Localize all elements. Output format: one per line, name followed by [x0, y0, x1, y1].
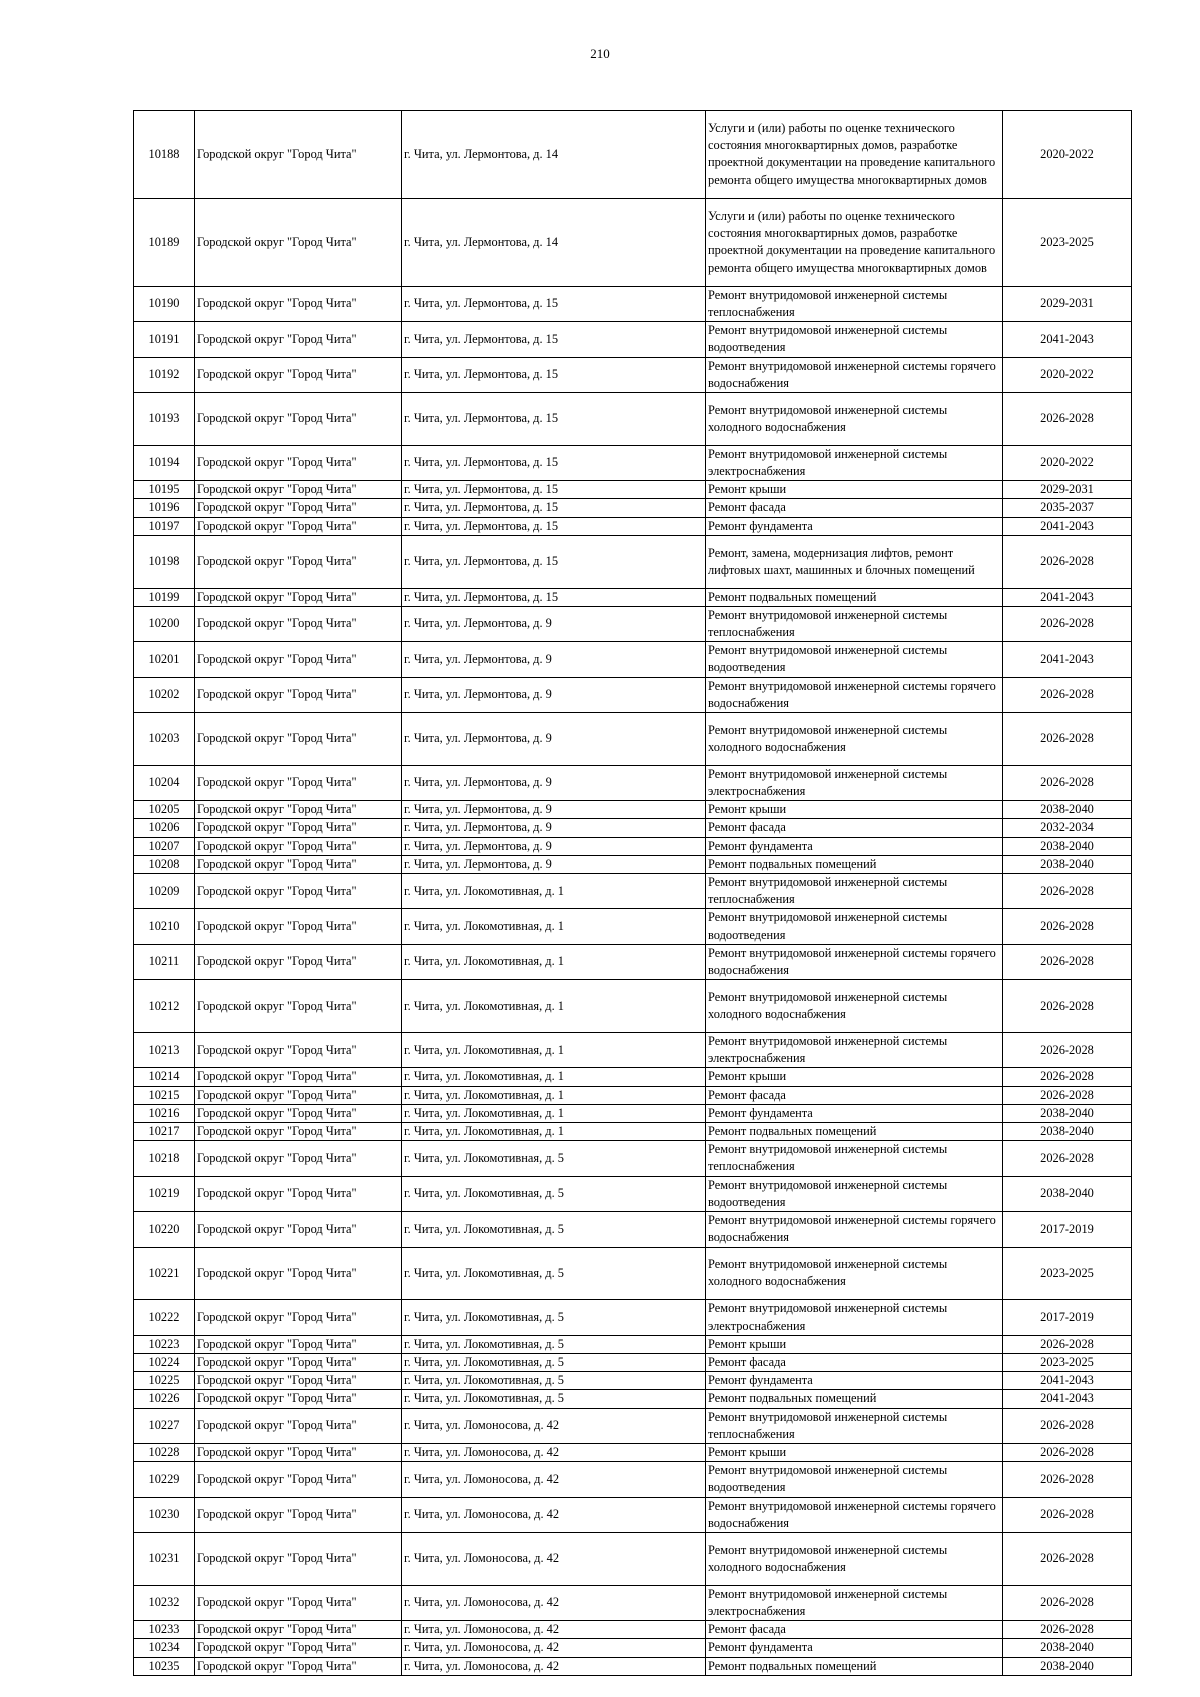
- table-row: [134, 1408, 1132, 1443]
- cell-number: 10231: [134, 1532, 195, 1585]
- cell-work-type: Ремонт внутридомовой инженерной системы горячего водоснабжения: [706, 357, 1003, 392]
- cell-address: г. Чита, ул. Локомотивная, д. 5: [402, 1176, 706, 1211]
- cell-number: 10198: [134, 535, 195, 588]
- cell-number: 10228: [134, 1443, 195, 1461]
- cell-work-type: Ремонт подвальных помещений: [706, 855, 1003, 873]
- table-row: [134, 909, 1132, 944]
- cell-work-type: Ремонт крыши: [706, 1335, 1003, 1353]
- table-row: [134, 535, 1132, 588]
- cell-number: 10197: [134, 517, 195, 535]
- cell-address: г. Чита, ул. Ломоносова, д. 42: [402, 1497, 706, 1532]
- cell-period: 2026-2028: [1003, 980, 1132, 1033]
- cell-municipality: Городской округ "Город Чита": [195, 1657, 402, 1675]
- cell-number: 10206: [134, 819, 195, 837]
- table-row: [134, 1657, 1132, 1675]
- cell-number: 10204: [134, 765, 195, 800]
- cell-work-type: Ремонт крыши: [706, 1443, 1003, 1461]
- table-row: [134, 855, 1132, 873]
- cell-period: 2026-2028: [1003, 765, 1132, 800]
- cell-work-type: Ремонт внутридомовой инженерной системы электроснабжения: [706, 1033, 1003, 1068]
- cell-address: г. Чита, ул. Лермонтова, д. 15: [402, 322, 706, 357]
- cell-address: г. Чита, ул. Лермонтова, д. 15: [402, 517, 706, 535]
- table-row: [134, 588, 1132, 606]
- table-row: [134, 198, 1132, 286]
- cell-work-type: Ремонт фундамента: [706, 837, 1003, 855]
- cell-address: г. Чита, ул. Локомотивная, д. 5: [402, 1212, 706, 1247]
- cell-number: 10222: [134, 1300, 195, 1335]
- cell-municipality: Городской округ "Город Чита": [195, 855, 402, 873]
- table-row: [134, 1621, 1132, 1639]
- cell-municipality: Городской округ "Город Чита": [195, 1212, 402, 1247]
- cell-address: г. Чита, ул. Лермонтова, д. 9: [402, 801, 706, 819]
- cell-municipality: Городской округ "Город Чита": [195, 499, 402, 517]
- cell-work-type: Ремонт подвальных помещений: [706, 1657, 1003, 1675]
- cell-number: 10233: [134, 1621, 195, 1639]
- cell-address: г. Чита, ул. Локомотивная, д. 5: [402, 1141, 706, 1176]
- cell-number: 10214: [134, 1068, 195, 1086]
- cell-address: г. Чита, ул. Локомотивная, д. 1: [402, 909, 706, 944]
- cell-number: 10216: [134, 1104, 195, 1122]
- cell-municipality: Городской округ "Город Чита": [195, 909, 402, 944]
- cell-work-type: Ремонт фасада: [706, 1353, 1003, 1371]
- cell-municipality: Городской округ "Город Чита": [195, 286, 402, 321]
- cell-municipality: Городской округ "Город Чита": [195, 357, 402, 392]
- cell-address: г. Чита, ул. Лермонтова, д. 15: [402, 286, 706, 321]
- table-row: [134, 801, 1132, 819]
- cell-period: 2026-2028: [1003, 677, 1132, 712]
- cell-municipality: Городской округ "Город Чита": [195, 1532, 402, 1585]
- cell-work-type: Ремонт внутридомовой инженерной системы холодного водоснабжения: [706, 980, 1003, 1033]
- cell-number: 10227: [134, 1408, 195, 1443]
- cell-number: 10223: [134, 1335, 195, 1353]
- cell-period: 2038-2040: [1003, 1104, 1132, 1122]
- cell-number: 10196: [134, 499, 195, 517]
- cell-municipality: Городской округ "Город Чита": [195, 1123, 402, 1141]
- cell-work-type: Ремонт внутридомовой инженерной системы теплоснабжения: [706, 1141, 1003, 1176]
- cell-work-type: Ремонт подвальных помещений: [706, 1390, 1003, 1408]
- cell-period: 2023-2025: [1003, 198, 1132, 286]
- cell-number: 10201: [134, 642, 195, 677]
- table-row: [134, 393, 1132, 446]
- cell-number: 10215: [134, 1086, 195, 1104]
- cell-period: 2026-2028: [1003, 944, 1132, 979]
- cell-period: 2023-2025: [1003, 1247, 1132, 1300]
- cell-number: 10193: [134, 393, 195, 446]
- table-row: [134, 1104, 1132, 1122]
- cell-work-type: Услуги и (или) работы по оценке технического состояния многоквартирных домов, разработке проектной документации на проведение капитального ремонта общего имущества многоквартирных домов: [706, 111, 1003, 199]
- cell-number: 10195: [134, 481, 195, 499]
- cell-municipality: Городской округ "Город Чита": [195, 944, 402, 979]
- cell-municipality: Городской округ "Город Чита": [195, 1585, 402, 1620]
- table-row: [134, 713, 1132, 766]
- cell-municipality: Городской округ "Город Чита": [195, 1086, 402, 1104]
- cell-address: г. Чита, ул. Лермонтова, д. 9: [402, 606, 706, 641]
- cell-number: 10234: [134, 1639, 195, 1657]
- cell-address: г. Чита, ул. Локомотивная, д. 5: [402, 1247, 706, 1300]
- cell-period: 2017-2019: [1003, 1212, 1132, 1247]
- cell-municipality: Городской округ "Город Чита": [195, 1443, 402, 1461]
- cell-period: 2020-2022: [1003, 111, 1132, 199]
- cell-municipality: Городской округ "Город Чита": [195, 837, 402, 855]
- cell-work-type: Ремонт внутридомовой инженерной системы теплоснабжения: [706, 286, 1003, 321]
- cell-number: 10217: [134, 1123, 195, 1141]
- cell-municipality: Городской округ "Город Чита": [195, 677, 402, 712]
- cell-municipality: Городской округ "Город Чита": [195, 535, 402, 588]
- table-row: [134, 286, 1132, 321]
- cell-number: 10225: [134, 1372, 195, 1390]
- table-row: [134, 874, 1132, 909]
- cell-period: 2026-2028: [1003, 1086, 1132, 1104]
- cell-work-type: Ремонт внутридомовой инженерной системы горячего водоснабжения: [706, 1212, 1003, 1247]
- cell-municipality: Городской округ "Город Чита": [195, 588, 402, 606]
- cell-address: г. Чита, ул. Ломоносова, д. 42: [402, 1621, 706, 1639]
- cell-work-type: Ремонт внутридомовой инженерной системы водоотведения: [706, 909, 1003, 944]
- cell-municipality: Городской округ "Город Чита": [195, 713, 402, 766]
- cell-address: г. Чита, ул. Лермонтова, д. 15: [402, 588, 706, 606]
- cell-period: 2026-2028: [1003, 1335, 1132, 1353]
- cell-period: 2041-2043: [1003, 1372, 1132, 1390]
- cell-period: 2026-2028: [1003, 1408, 1132, 1443]
- cell-number: 10203: [134, 713, 195, 766]
- cell-address: г. Чита, ул. Лермонтова, д. 15: [402, 445, 706, 480]
- cell-address: г. Чита, ул. Ломоносова, д. 42: [402, 1443, 706, 1461]
- cell-number: 10208: [134, 855, 195, 873]
- cell-work-type: Ремонт внутридомовой инженерной системы холодного водоснабжения: [706, 713, 1003, 766]
- cell-period: 2026-2028: [1003, 393, 1132, 446]
- cell-work-type: Ремонт внутридомовой инженерной системы электроснабжения: [706, 765, 1003, 800]
- repair-schedule-table: [133, 110, 1132, 1676]
- table-row: [134, 1585, 1132, 1620]
- cell-municipality: Городской округ "Город Чита": [195, 198, 402, 286]
- cell-work-type: Ремонт подвальных помещений: [706, 588, 1003, 606]
- cell-address: г. Чита, ул. Ломоносова, д. 42: [402, 1462, 706, 1497]
- cell-number: 10200: [134, 606, 195, 641]
- cell-municipality: Городской округ "Город Чита": [195, 1033, 402, 1068]
- cell-address: г. Чита, ул. Лермонтова, д. 9: [402, 677, 706, 712]
- cell-work-type: Ремонт внутридомовой инженерной системы горячего водоснабжения: [706, 677, 1003, 712]
- cell-work-type: Ремонт фасада: [706, 819, 1003, 837]
- cell-municipality: Городской округ "Город Чита": [195, 1462, 402, 1497]
- table-row: [134, 1068, 1132, 1086]
- cell-period: 2017-2019: [1003, 1300, 1132, 1335]
- cell-work-type: Ремонт внутридомовой инженерной системы электроснабжения: [706, 1300, 1003, 1335]
- cell-municipality: Городской округ "Город Чита": [195, 765, 402, 800]
- cell-period: 2041-2043: [1003, 517, 1132, 535]
- cell-municipality: Городской округ "Город Чита": [195, 481, 402, 499]
- cell-address: г. Чита, ул. Локомотивная, д. 5: [402, 1353, 706, 1371]
- cell-municipality: Городской округ "Город Чита": [195, 606, 402, 641]
- cell-address: г. Чита, ул. Ломоносова, д. 42: [402, 1532, 706, 1585]
- cell-address: г. Чита, ул. Локомотивная, д. 1: [402, 1068, 706, 1086]
- cell-address: г. Чита, ул. Лермонтова, д. 9: [402, 765, 706, 800]
- cell-period: 2026-2028: [1003, 1585, 1132, 1620]
- cell-address: г. Чита, ул. Лермонтова, д. 15: [402, 357, 706, 392]
- cell-municipality: Городской округ "Город Чита": [195, 1621, 402, 1639]
- cell-address: г. Чита, ул. Лермонтова, д. 9: [402, 837, 706, 855]
- cell-work-type: Ремонт фасада: [706, 1086, 1003, 1104]
- cell-municipality: Городской округ "Город Чита": [195, 1353, 402, 1371]
- cell-work-type: Ремонт фасада: [706, 1621, 1003, 1639]
- cell-number: 10191: [134, 322, 195, 357]
- cell-number: 10194: [134, 445, 195, 480]
- cell-municipality: Городской округ "Город Чита": [195, 1639, 402, 1657]
- cell-number: 10230: [134, 1497, 195, 1532]
- cell-number: 10205: [134, 801, 195, 819]
- cell-address: г. Чита, ул. Лермонтова, д. 9: [402, 819, 706, 837]
- cell-period: 2026-2028: [1003, 535, 1132, 588]
- repair-schedule-body: [134, 111, 1132, 1676]
- table-row: [134, 1335, 1132, 1353]
- cell-address: г. Чита, ул. Локомотивная, д. 1: [402, 1033, 706, 1068]
- cell-period: 2038-2040: [1003, 801, 1132, 819]
- cell-period: 2026-2028: [1003, 1443, 1132, 1461]
- table-row: [134, 1123, 1132, 1141]
- cell-address: г. Чита, ул. Ломоносова, д. 42: [402, 1657, 706, 1675]
- cell-address: г. Чита, ул. Ломоносова, д. 42: [402, 1585, 706, 1620]
- cell-municipality: Городской округ "Город Чита": [195, 1247, 402, 1300]
- table-row: [134, 1462, 1132, 1497]
- cell-work-type: Ремонт фундамента: [706, 517, 1003, 535]
- cell-number: 10188: [134, 111, 195, 199]
- cell-number: 10212: [134, 980, 195, 1033]
- cell-number: 10232: [134, 1585, 195, 1620]
- cell-period: 2026-2028: [1003, 874, 1132, 909]
- table-row: [134, 642, 1132, 677]
- table-row: [134, 1033, 1132, 1068]
- cell-period: 2038-2040: [1003, 855, 1132, 873]
- cell-municipality: Городской округ "Город Чита": [195, 111, 402, 199]
- cell-number: 10211: [134, 944, 195, 979]
- cell-address: г. Чита, ул. Локомотивная, д. 5: [402, 1372, 706, 1390]
- cell-work-type: Ремонт фундамента: [706, 1372, 1003, 1390]
- cell-work-type: Ремонт внутридомовой инженерной системы горячего водоснабжения: [706, 1497, 1003, 1532]
- cell-period: 2026-2028: [1003, 713, 1132, 766]
- table-row: [134, 1176, 1132, 1211]
- cell-address: г. Чита, ул. Локомотивная, д. 1: [402, 980, 706, 1033]
- cell-address: г. Чита, ул. Ломоносова, д. 42: [402, 1639, 706, 1657]
- cell-work-type: Ремонт фасада: [706, 499, 1003, 517]
- cell-number: 10190: [134, 286, 195, 321]
- cell-address: г. Чита, ул. Локомотивная, д. 5: [402, 1390, 706, 1408]
- cell-address: г. Чита, ул. Лермонтова, д. 14: [402, 111, 706, 199]
- cell-municipality: Городской округ "Город Чита": [195, 1390, 402, 1408]
- cell-period: 2038-2040: [1003, 1176, 1132, 1211]
- cell-municipality: Городской округ "Город Чита": [195, 1176, 402, 1211]
- cell-period: 2026-2028: [1003, 1141, 1132, 1176]
- cell-municipality: Городской округ "Город Чита": [195, 322, 402, 357]
- cell-period: 2026-2028: [1003, 1497, 1132, 1532]
- cell-number: 10207: [134, 837, 195, 855]
- cell-municipality: Городской округ "Город Чита": [195, 801, 402, 819]
- cell-number: 10226: [134, 1390, 195, 1408]
- table-row: [134, 1086, 1132, 1104]
- cell-work-type: Ремонт фундамента: [706, 1639, 1003, 1657]
- table-row: [134, 499, 1132, 517]
- cell-address: г. Чита, ул. Лермонтова, д. 9: [402, 713, 706, 766]
- cell-address: г. Чита, ул. Лермонтова, д. 15: [402, 393, 706, 446]
- cell-municipality: Городской округ "Город Чита": [195, 1372, 402, 1390]
- cell-period: 2041-2043: [1003, 588, 1132, 606]
- table-row: [134, 1247, 1132, 1300]
- cell-work-type: Ремонт крыши: [706, 481, 1003, 499]
- table-row: [134, 837, 1132, 855]
- cell-address: г. Чита, ул. Лермонтова, д. 15: [402, 535, 706, 588]
- cell-municipality: Городской округ "Город Чита": [195, 517, 402, 535]
- cell-period: 2041-2043: [1003, 1390, 1132, 1408]
- cell-work-type: Ремонт фундамента: [706, 1104, 1003, 1122]
- cell-work-type: Ремонт внутридомовой инженерной системы теплоснабжения: [706, 874, 1003, 909]
- cell-address: г. Чита, ул. Лермонтова, д. 9: [402, 642, 706, 677]
- table-row: [134, 944, 1132, 979]
- table-row: [134, 1390, 1132, 1408]
- table-row: [134, 1353, 1132, 1371]
- cell-period: 2041-2043: [1003, 642, 1132, 677]
- cell-work-type: Ремонт внутридомовой инженерной системы водоотведения: [706, 1176, 1003, 1211]
- cell-number: 10224: [134, 1353, 195, 1371]
- cell-period: 2026-2028: [1003, 1068, 1132, 1086]
- table-row: [134, 1497, 1132, 1532]
- table-row: [134, 517, 1132, 535]
- table-row: [134, 1141, 1132, 1176]
- table-row: [134, 765, 1132, 800]
- cell-municipality: Городской округ "Город Чита": [195, 393, 402, 446]
- table-row: [134, 1443, 1132, 1461]
- cell-address: г. Чита, ул. Локомотивная, д. 1: [402, 1104, 706, 1122]
- cell-work-type: Ремонт подвальных помещений: [706, 1123, 1003, 1141]
- cell-work-type: Ремонт, замена, модернизация лифтов, ремонт лифтовых шахт, машинных и блочных помещений: [706, 535, 1003, 588]
- cell-period: 2041-2043: [1003, 322, 1132, 357]
- cell-address: г. Чита, ул. Локомотивная, д. 5: [402, 1300, 706, 1335]
- cell-municipality: Городской округ "Город Чита": [195, 1408, 402, 1443]
- table-row: [134, 819, 1132, 837]
- cell-work-type: Ремонт внутридомовой инженерной системы горячего водоснабжения: [706, 944, 1003, 979]
- cell-municipality: Городской округ "Город Чита": [195, 1497, 402, 1532]
- cell-work-type: Ремонт внутридомовой инженерной системы электроснабжения: [706, 1585, 1003, 1620]
- table-row: [134, 111, 1132, 199]
- cell-work-type: Ремонт внутридомовой инженерной системы водоотведения: [706, 322, 1003, 357]
- cell-period: 2029-2031: [1003, 481, 1132, 499]
- cell-number: 10219: [134, 1176, 195, 1211]
- cell-number: 10221: [134, 1247, 195, 1300]
- cell-work-type: Ремонт внутридомовой инженерной системы холодного водоснабжения: [706, 1247, 1003, 1300]
- cell-period: 2038-2040: [1003, 1123, 1132, 1141]
- cell-address: г. Чита, ул. Локомотивная, д. 1: [402, 874, 706, 909]
- cell-municipality: Городской округ "Город Чита": [195, 642, 402, 677]
- cell-work-type: Ремонт крыши: [706, 801, 1003, 819]
- cell-period: 2029-2031: [1003, 286, 1132, 321]
- table-row: [134, 445, 1132, 480]
- table-row: [134, 481, 1132, 499]
- cell-address: г. Чита, ул. Лермонтова, д. 15: [402, 481, 706, 499]
- cell-municipality: Городской округ "Город Чита": [195, 819, 402, 837]
- cell-period: 2023-2025: [1003, 1353, 1132, 1371]
- cell-period: 2026-2028: [1003, 1532, 1132, 1585]
- cell-period: 2038-2040: [1003, 1639, 1132, 1657]
- table-row: [134, 357, 1132, 392]
- cell-number: 10229: [134, 1462, 195, 1497]
- table-row: [134, 1532, 1132, 1585]
- cell-number: 10210: [134, 909, 195, 944]
- cell-work-type: Ремонт внутридомовой инженерной системы водоотведения: [706, 1462, 1003, 1497]
- cell-municipality: Городской округ "Город Чита": [195, 874, 402, 909]
- cell-work-type: Ремонт внутридомовой инженерной системы электроснабжения: [706, 445, 1003, 480]
- cell-period: 2038-2040: [1003, 837, 1132, 855]
- cell-number: 10220: [134, 1212, 195, 1247]
- cell-address: г. Чита, ул. Локомотивная, д. 1: [402, 1123, 706, 1141]
- cell-address: г. Чита, ул. Лермонтова, д. 15: [402, 499, 706, 517]
- cell-work-type: Ремонт внутридомовой инженерной системы холодного водоснабжения: [706, 1532, 1003, 1585]
- cell-period: 2032-2034: [1003, 819, 1132, 837]
- cell-address: г. Чита, ул. Ломоносова, д. 42: [402, 1408, 706, 1443]
- page-number: 210: [590, 46, 610, 61]
- table-row: [134, 677, 1132, 712]
- cell-number: 10209: [134, 874, 195, 909]
- cell-municipality: Городской округ "Город Чита": [195, 980, 402, 1033]
- cell-period: 2026-2028: [1003, 909, 1132, 944]
- table-row: [134, 1212, 1132, 1247]
- cell-municipality: Городской округ "Город Чита": [195, 1335, 402, 1353]
- table-row: [134, 1639, 1132, 1657]
- cell-work-type: Ремонт внутридомовой инженерной системы теплоснабжения: [706, 606, 1003, 641]
- table-row: [134, 1372, 1132, 1390]
- cell-period: 2026-2028: [1003, 1462, 1132, 1497]
- cell-number: 10218: [134, 1141, 195, 1176]
- cell-period: 2026-2028: [1003, 1621, 1132, 1639]
- cell-period: 2038-2040: [1003, 1657, 1132, 1675]
- cell-municipality: Городской округ "Город Чита": [195, 1300, 402, 1335]
- cell-number: 10199: [134, 588, 195, 606]
- cell-address: г. Чита, ул. Локомотивная, д. 1: [402, 944, 706, 979]
- cell-number: 10213: [134, 1033, 195, 1068]
- cell-address: г. Чита, ул. Лермонтова, д. 14: [402, 198, 706, 286]
- cell-period: 2026-2028: [1003, 1033, 1132, 1068]
- cell-address: г. Чита, ул. Локомотивная, д. 1: [402, 1086, 706, 1104]
- cell-number: 10202: [134, 677, 195, 712]
- cell-municipality: Городской округ "Город Чита": [195, 445, 402, 480]
- cell-municipality: Городской округ "Город Чита": [195, 1068, 402, 1086]
- cell-municipality: Городской округ "Город Чита": [195, 1141, 402, 1176]
- cell-period: 2026-2028: [1003, 606, 1132, 641]
- cell-period: 2020-2022: [1003, 445, 1132, 480]
- table-row: [134, 1300, 1132, 1335]
- cell-address: г. Чита, ул. Лермонтова, д. 9: [402, 855, 706, 873]
- cell-municipality: Городской округ "Город Чита": [195, 1104, 402, 1122]
- cell-number: 10192: [134, 357, 195, 392]
- cell-work-type: Ремонт внутридомовой инженерной системы водоотведения: [706, 642, 1003, 677]
- cell-number: 10235: [134, 1657, 195, 1675]
- cell-number: 10189: [134, 198, 195, 286]
- cell-period: 2020-2022: [1003, 357, 1132, 392]
- cell-work-type: Ремонт крыши: [706, 1068, 1003, 1086]
- cell-address: г. Чита, ул. Локомотивная, д. 5: [402, 1335, 706, 1353]
- cell-period: 2035-2037: [1003, 499, 1132, 517]
- table-row: [134, 606, 1132, 641]
- cell-work-type: Услуги и (или) работы по оценке технического состояния многоквартирных домов, разработке проектной документации на проведение капитального ремонта общего имущества многоквартирных домов: [706, 198, 1003, 286]
- cell-work-type: Ремонт внутридомовой инженерной системы холодного водоснабжения: [706, 393, 1003, 446]
- table-row: [134, 322, 1132, 357]
- cell-work-type: Ремонт внутридомовой инженерной системы теплоснабжения: [706, 1408, 1003, 1443]
- table-row: [134, 980, 1132, 1033]
